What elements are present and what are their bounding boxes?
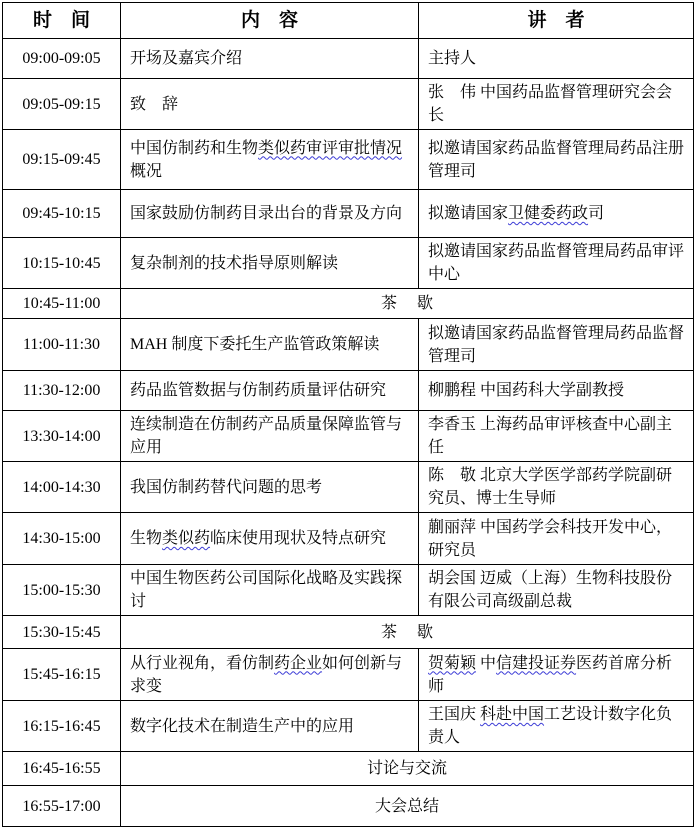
speaker-cell — [419, 513, 694, 565]
column-header-content: 内 容 — [121, 3, 419, 39]
speaker-cell — [419, 130, 694, 190]
speaker-cell — [419, 79, 694, 130]
time-cell: 09:15-09:45 — [3, 130, 121, 190]
cell-text: 数字化技术在制造生产中的应用 — [130, 717, 355, 735]
cell-text: 拟邀请国家药品监督管理局药品注册管理司 — [428, 139, 685, 180]
speaker-cell — [419, 565, 694, 616]
spellcheck-underlined-text: 科赴中国 — [480, 706, 545, 723]
content-cell — [121, 39, 419, 79]
speaker-cell — [419, 238, 694, 289]
table-row — [3, 649, 694, 701]
cell-text: 生物 — [130, 530, 163, 547]
spellcheck-underlined-text: 类似药审评审批情况 — [258, 139, 403, 157]
table-row — [3, 238, 694, 289]
cell-text: 主持人 — [428, 50, 477, 67]
content-cell — [121, 411, 419, 462]
cell-text: 蒯丽萍 中国药学会科技开发中心，研究员 — [428, 518, 673, 559]
cell-text: 复杂制剂的技术指导原则解读 — [130, 254, 339, 272]
cell-text: 国家鼓励仿制药目录出台的背景及方向 — [130, 205, 403, 222]
speaker-cell — [419, 319, 694, 371]
cell-text: 张 伟 中国药品监督管理研究会会长 — [428, 84, 673, 124]
time-cell: 11:30-12:00 — [3, 371, 121, 411]
time-cell: 15:45-16:15 — [3, 649, 121, 701]
cell-text: 中国仿制药和生物 — [130, 139, 259, 157]
speaker-cell — [419, 462, 694, 513]
time-cell: 09:45-10:15 — [3, 190, 121, 238]
cell-text: 我国仿制药替代问题的思考 — [130, 478, 323, 496]
cell-text: 拟邀请国家药品监督管理局药品监督管理司 — [428, 324, 685, 365]
merged-session-cell — [121, 752, 694, 786]
header-row — [3, 3, 694, 39]
time-cell: 14:30-15:00 — [3, 513, 121, 565]
time-cell: 16:45-16:55 — [3, 752, 121, 786]
time-cell: 16:15-16:45 — [3, 701, 121, 752]
cell-text: 工艺设计数字化负责人 — [428, 706, 673, 746]
time-cell: 13:30-14:00 — [3, 411, 121, 462]
table-row — [3, 616, 694, 649]
time-cell: 10:45-11:00 — [3, 289, 121, 319]
agenda-table-body — [3, 39, 694, 827]
content-cell — [121, 190, 419, 238]
table-row — [3, 190, 694, 238]
table-row — [3, 319, 694, 371]
speaker-cell — [419, 371, 694, 411]
cell-text: 中国生物医药公司国际化战略及实践探讨 — [130, 570, 403, 610]
table-row — [3, 752, 694, 786]
cell-text: 王国庆 — [428, 706, 481, 723]
column-header-speaker: 讲 者 — [419, 3, 694, 39]
table-row — [3, 701, 694, 752]
cell-text: 如何创新与求变 — [130, 654, 403, 695]
table-row — [3, 79, 694, 130]
content-cell — [121, 565, 419, 616]
content-cell — [121, 701, 419, 752]
content-cell — [121, 462, 419, 513]
table-row — [3, 130, 694, 190]
cell-text: 开场及嘉宾介绍 — [130, 50, 243, 67]
content-cell — [121, 649, 419, 701]
column-header-time: 时 间 — [3, 3, 121, 39]
table-row — [3, 513, 694, 565]
speaker-cell — [419, 701, 694, 752]
cell-text: 讨论与交流 — [366, 760, 447, 777]
speaker-cell — [419, 190, 694, 238]
cell-text: 拟邀请国家药品监督管理局药品审评中心 — [428, 243, 685, 283]
cell-text: 概况 — [130, 162, 163, 180]
cell-text: 中 — [476, 654, 497, 672]
cell-text: 大会总结 — [374, 797, 439, 815]
content-cell — [121, 238, 419, 289]
time-cell: 15:00-15:30 — [3, 565, 121, 616]
spellcheck-underlined-text: 卫健委药政 — [508, 205, 589, 222]
cell-text: 李香玉 上海药品审评核查中心副主任 — [428, 416, 673, 456]
content-cell — [121, 79, 419, 130]
merged-session-cell — [121, 616, 694, 649]
agenda-table-header — [3, 3, 694, 39]
spellcheck-underlined-text: 药企业 — [274, 654, 323, 672]
agenda-table — [2, 2, 694, 827]
speaker-cell — [419, 39, 694, 79]
cell-text: 司 — [588, 205, 605, 222]
time-cell: 15:30-15:45 — [3, 616, 121, 649]
cell-text: 茶 歇 — [380, 623, 433, 641]
cell-text: 临床使用现状及特点研究 — [210, 530, 387, 547]
time-cell: 11:00-11:30 — [3, 319, 121, 371]
cell-text: 拟邀请国家 — [428, 205, 509, 222]
cell-text: 医药首席分析师 — [428, 654, 673, 695]
table-row — [3, 39, 694, 79]
time-cell: 09:05-09:15 — [3, 79, 121, 130]
table-row — [3, 462, 694, 513]
cell-text: 连续制造在仿制药产品质量保障监管与应用 — [130, 416, 403, 456]
time-cell: 10:15-10:45 — [3, 238, 121, 289]
speaker-cell — [419, 411, 694, 462]
time-cell: 09:00-09:05 — [3, 39, 121, 79]
cell-text: 陈 敬 北京大学医学部药学院副研究员、博士生导师 — [428, 467, 673, 507]
speaker-cell — [419, 649, 694, 701]
table-row — [3, 289, 694, 319]
merged-session-cell — [121, 786, 694, 827]
cell-text: 茶 歇 — [380, 295, 433, 312]
cell-text: MAH 制度下委托生产监管政策解读 — [130, 336, 380, 353]
table-row — [3, 411, 694, 462]
spellcheck-underlined-text: 信建投证券 — [496, 654, 577, 672]
cell-text: 从行业视角，看仿制 — [130, 654, 275, 672]
content-cell — [121, 513, 419, 565]
table-row — [3, 565, 694, 616]
content-cell — [121, 371, 419, 411]
cell-text: 柳鹏程 中国药科大学副教授 — [428, 382, 625, 399]
time-cell: 16:55-17:00 — [3, 786, 121, 827]
cell-text: 致 辞 — [130, 95, 179, 113]
merged-session-cell — [121, 289, 694, 319]
table-row — [3, 786, 694, 827]
spellcheck-underlined-text: 类似药 — [162, 530, 211, 547]
cell-text: 胡会国 迈威（上海）生物科技股份有限公司高级副总裁 — [428, 570, 673, 610]
content-cell — [121, 319, 419, 371]
cell-text: 药品监管数据与仿制药质量评估研究 — [130, 382, 387, 399]
content-cell — [121, 130, 419, 190]
table-row — [3, 371, 694, 411]
spellcheck-underlined-text: 贺菊颖 — [428, 654, 477, 672]
time-cell: 14:00-14:30 — [3, 462, 121, 513]
